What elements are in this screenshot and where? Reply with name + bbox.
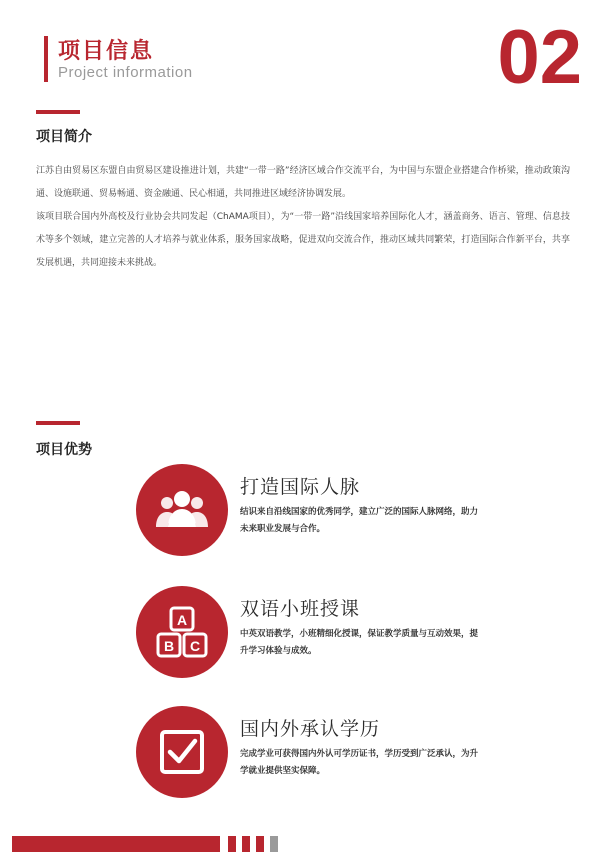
footer-accent-bar <box>12 836 220 852</box>
feature-icon-circle <box>136 586 228 678</box>
overview-section-title: 项目简介 <box>36 129 92 145</box>
footer-stripe <box>228 836 236 852</box>
feature-description: 完成学业可获得国内外认可学历证书，学历受到广泛承认，为升学就业提供坚实保障。 <box>240 749 479 776</box>
feature-title: 双语小班授课 <box>240 598 361 620</box>
feature-title: 国内外承认学历 <box>240 718 381 740</box>
feature-item-degree <box>136 706 556 802</box>
overview-paragraph: 江苏自由贸易区东盟自由贸易区建设推进计划，共建“一带一路”经济区域合作交流平台，为中国与东盟企业搭建合作桥梁，推动政策沟通、设施联通、贸易畅通、资金融通、民心相通，共同推进区域经济协调发展。 <box>36 166 570 199</box>
page-title: 项目信息 <box>58 39 155 64</box>
header-accent-bar <box>44 36 48 82</box>
advantages-section-title: 项目优势 <box>36 442 92 458</box>
people-group-icon <box>155 487 209 533</box>
overview-body <box>36 160 570 275</box>
footer-stripe <box>242 836 250 852</box>
feature-icon-circle <box>136 706 228 798</box>
advantages-section-rule <box>36 421 80 425</box>
feature-item-network <box>136 464 556 560</box>
feature-description: 结识来自沿线国家的优秀同学，建立广泛的国际人脉网络，助力未来职业发展与合作。 <box>240 507 479 534</box>
page-number: 02 <box>497 15 582 100</box>
footer-stripe <box>256 836 264 852</box>
feature-item-bilingual <box>136 586 556 682</box>
feature-icon-circle <box>136 464 228 556</box>
feature-description: 中英双语教学，小班精细化授课，保证教学质量与互动效果，提升学习体验与成效。 <box>240 629 479 656</box>
abc-blocks-icon <box>156 606 208 658</box>
overview-section-rule <box>36 110 80 114</box>
footer-stripe <box>270 836 278 852</box>
svg-text:C: C <box>189 638 201 654</box>
overview-paragraph: 该项目联合国内外高校及行业协会共同发起（ChAMA项目），为“一带一路”沿线国家培养国际化人才，涵盖商务、语言、管理、信息技术等多个领域，建立完善的人才培养与就业体系，服务国家战略，促进双向交流合作，推动区域共同繁荣，打造国际合作新平台，共享发展机遇，共同迎接未来挑战。 <box>36 212 570 268</box>
feature-title: 打造国际人脉 <box>240 476 361 498</box>
svg-text:B: B <box>163 638 175 654</box>
checkbox-icon <box>159 729 205 775</box>
svg-text:A: A <box>176 612 188 628</box>
page-subtitle: Project information <box>58 64 193 81</box>
